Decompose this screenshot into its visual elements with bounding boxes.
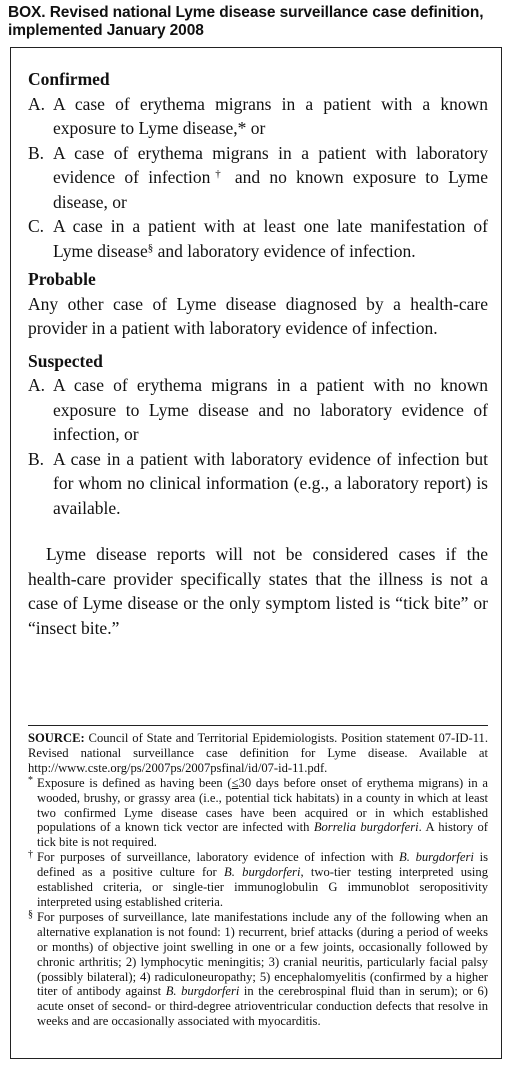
item-text-cont: and no known exposure to Lyme disease, or	[53, 167, 488, 212]
footnote-mark: *	[28, 774, 33, 786]
species-name: B. burgdorferi	[224, 865, 301, 880]
suspected-item-a	[28, 373, 488, 447]
species-name: B. burgdorferi	[399, 850, 474, 865]
footnote-mark: §	[28, 908, 33, 920]
footnote-text: Exposure is defined as having been (	[37, 775, 232, 790]
species-name: B. burgdorferi	[165, 984, 240, 999]
item-text: A case of erythema migrans in a patient with a known exposure to Lyme disease,* or	[53, 93, 488, 138]
item-letter: B.	[28, 142, 45, 163]
source-text: Council of State and Territorial Epidemiologists. Position statement 07-ID-11. Revised national surveillance case definition for Lyme disease. Available at http://www.cste.org/ps/2007ps/2007psfinal/id/07-id-11.pdf.	[28, 731, 488, 775]
footnote-marker-dagger: †	[210, 168, 226, 180]
item-letter: C.	[28, 216, 45, 236]
footnote-text: in the cerebrospinal fluid than in serum); or 6) acute onset of second- or third-degree atrioventricular conduction defects that resolve in weeks and are occasionally associated with myocarditis.	[37, 984, 488, 1029]
suspected-heading: Suspected	[28, 350, 103, 371]
item-text: A case of erythema migrans in a patient with laboratory evidence of infection	[53, 142, 488, 187]
box-title: BOX. Revised national Lyme disease surveillance case definition, implemented January 2008	[8, 4, 484, 39]
footnote-lab-evidence	[28, 850, 488, 910]
case-definition-content	[28, 67, 488, 640]
item-text: A case in a patient with laboratory evidence of infection but for whom no clinical information (e.g., a laboratory report) is available.	[53, 448, 488, 518]
species-name: Borrelia burgdorferi	[313, 820, 419, 835]
confirmed-heading: Confirmed	[28, 69, 110, 89]
confirmed-item-b	[28, 141, 488, 215]
item-text: A case in a patient with at least one late manifestation of Lyme disease	[53, 216, 488, 261]
footnote-text: 30 days before onset of erythema migrans) in a wooded, brushy, or grassy area (i.e., potential tick habitats) in a county in which at least two confirmed Lyme disease cases have been acquired or in which established populations of a known tick vector are infected with	[37, 775, 488, 835]
footnote-exposure	[28, 776, 488, 851]
source-label: SOURCE:	[28, 731, 85, 745]
confirmed-item-c	[28, 214, 488, 263]
probable-heading: Probable	[28, 269, 96, 289]
le-symbol: ≤	[231, 775, 239, 790]
reporting-note: Lyme disease reports will not be considered cases if the health-care provider specifically states that the illness is not a case of Lyme disease or the only symptom listed is “tick bite” or “insect bite.”	[28, 544, 488, 638]
footnote-mark: †	[28, 849, 33, 861]
footnote-text: For purposes of surveillance, late manifestations include any of the following when an alternative explanation is not found: 1) recurrent, brief attacks (during a period of weeks or months) of objective joint swelling in one or a few joints, occasionally followed by chronic arthritis; 2) lymphocytic meningitis; 3) cranial neuritis, particularly facial palsy (possibly bilateral); 4) radiculoneuropathy; 5) encephalomyelitis (confirmed by a higher titer of antibody against	[37, 909, 488, 999]
footnote-text: For purposes of surveillance, laboratory evidence of infection with	[37, 850, 400, 865]
probable-text: Any other case of Lyme disease diagnosed by a health-care provider in a patient with laboratory evidence of infection.	[28, 293, 488, 338]
item-letter: A.	[28, 93, 46, 114]
footnote-marker-section: §	[147, 241, 154, 254]
footnote-text: is defined as a positive culture for	[37, 850, 488, 880]
confirmed-item-a	[28, 92, 488, 141]
source-note	[28, 731, 488, 776]
footnote-late-manifestations	[28, 910, 488, 1029]
item-letter: A.	[28, 375, 46, 395]
footnotes	[28, 731, 488, 1029]
footnote-divider	[28, 725, 488, 726]
footnote-text: , two-tier testing interpreted using established criteria, or single-tier immunoglobulin G immunoblot seropositivity interpreted using established criteria.	[37, 865, 488, 909]
suspected-item-b	[28, 447, 488, 521]
case-definition-box	[10, 47, 502, 1059]
footnote-text: . A history of tick bite is not required.	[37, 820, 488, 850]
item-text: A case of erythema migrans in a patient with no known exposure to Lyme disease and no laboratory evidence of infection, or	[53, 375, 488, 444]
item-text-cont: and laboratory evidence of infection.	[153, 240, 416, 261]
item-letter: B.	[28, 448, 45, 469]
